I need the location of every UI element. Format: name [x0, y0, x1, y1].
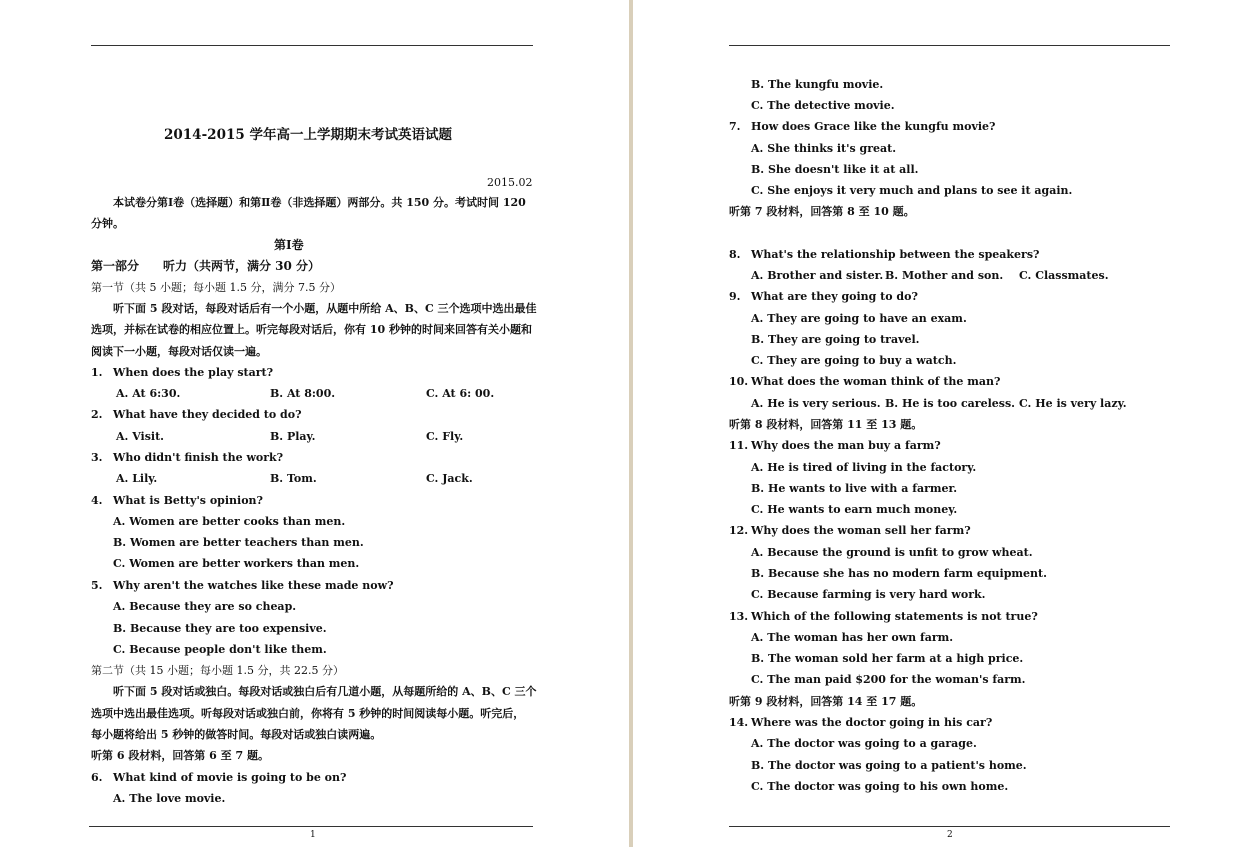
exam-title: 2014-2015 学年高一上学期期末考试英语试题	[164, 127, 452, 143]
question-text: Why does the man buy a farm?	[751, 439, 941, 452]
intro-line-2: 分钟。	[91, 217, 124, 230]
option-c: C. Jack.	[426, 472, 473, 485]
option-a: A. He is tired of living in the factory.	[751, 461, 977, 474]
option-a: A. He is very serious.	[751, 397, 881, 410]
question-number: 3.	[91, 451, 103, 464]
question-number: 5.	[91, 579, 103, 592]
question-text: What does the woman think of the man?	[751, 375, 1001, 388]
question-text: Why does the woman sell her farm?	[751, 524, 971, 537]
option-c: C. They are going to buy a watch.	[751, 354, 957, 367]
question-number: 11.	[729, 439, 749, 452]
option-c: C. Because farming is very hard work.	[751, 588, 986, 601]
section2-instructions-1: 听下面 5 段对话或独白。每段对话或独白后有几道小题，从每题所给的 A、B、C 三个	[113, 685, 537, 698]
question-text: Which of the following statements is not true?	[751, 610, 1038, 623]
option-b: B. Tom.	[270, 472, 317, 485]
header-rule	[91, 45, 533, 46]
question-number: 6.	[91, 771, 103, 784]
option-a: A. Brother and sister.	[751, 269, 884, 282]
option-a: A. Visit.	[116, 430, 164, 443]
document-page-1	[0, 0, 629, 847]
option-a: A. Because the ground is unfit to grow wheat.	[751, 546, 1033, 559]
intro-line-1: 本试卷分第Ⅰ卷（选择题）和第Ⅱ卷（非选择题）两部分。共 150 分。考试时间 120	[113, 196, 526, 209]
question-text: When does the play start?	[113, 366, 274, 379]
page-number: 2	[947, 830, 953, 840]
option-b: B. Because they are too expensive.	[113, 622, 327, 635]
question-number: 13.	[729, 610, 749, 623]
option-c: C. Fly.	[426, 430, 464, 443]
question-number: 2.	[91, 408, 103, 421]
option-a: A. At 6:30.	[116, 387, 181, 400]
option-a: A. The doctor was going to a garage.	[751, 737, 977, 750]
question-number: 14.	[729, 716, 749, 729]
option-b: B. The doctor was going to a patient's home.	[751, 759, 1027, 772]
material-heading: 听第 6 段材料，回答第 6 至 7 题。	[91, 749, 269, 762]
option-b: B. They are going to travel.	[751, 333, 920, 346]
option-c: C. She enjoys it very much and plans to see it again.	[751, 184, 1073, 197]
option-c: C. Classmates.	[1019, 269, 1109, 282]
volume-heading: 第Ⅰ卷	[274, 238, 304, 252]
option-b: B. He is too careless.	[885, 397, 1015, 410]
question-text: Where was the doctor going in his car?	[751, 716, 993, 729]
option-a: A. They are going to have an exam.	[751, 312, 967, 325]
question-text: Why aren't the watches like these made now?	[113, 579, 394, 592]
section1-instructions-2: 选项，并标在试卷的相应位置上。听完每段对话后，你有 10 秒钟的时间来回答有关小题和	[91, 323, 532, 336]
question-text: What's the relationship between the speakers?	[751, 248, 1040, 261]
option-b: B. The woman sold her farm at a high price.	[751, 652, 1024, 665]
question-number: 8.	[729, 248, 741, 261]
option-a: A. Because they are so cheap.	[113, 600, 297, 613]
exam-date: 2015.02	[487, 176, 533, 189]
option-a: A. Lily.	[116, 472, 158, 485]
option-a: A. The woman has her own farm.	[751, 631, 954, 644]
option-b: B. Because she has no modern farm equipment.	[751, 567, 1047, 580]
option-c: C. He wants to earn much money.	[751, 503, 958, 516]
option-c: C. The doctor was going to his own home.	[751, 780, 1009, 793]
question-text: How does Grace like the kungfu movie?	[751, 120, 996, 133]
section1-instructions-3: 阅读下一小题，每段对话仅读一遍。	[91, 345, 267, 358]
question-text: Who didn't finish the work?	[113, 451, 284, 464]
section2-instructions-2: 选项中选出最佳选项。听每段对话或独白前，你将有 5 秒钟的时间阅读每小题。听完后，	[91, 707, 525, 720]
option-b: B. Women are better teachers than men.	[113, 536, 364, 549]
header-rule	[729, 45, 1170, 46]
material-heading: 听第 7 段材料，回答第 8 至 10 题。	[729, 205, 915, 218]
footer-rule	[89, 826, 533, 827]
question-number: 10.	[729, 375, 749, 388]
option-b: B. The kungfu movie.	[751, 78, 884, 91]
question-number: 4.	[91, 494, 103, 507]
option-a: A. Women are better cooks than men.	[113, 515, 346, 528]
option-b: B. Play.	[270, 430, 316, 443]
option-c: C. Women are better workers than men.	[113, 557, 360, 570]
question-number: 7.	[729, 120, 741, 133]
document-page-2	[633, 0, 1259, 847]
question-number: 9.	[729, 290, 741, 303]
option-c: C. Because people don't like them.	[113, 643, 327, 656]
page-number: 1	[310, 830, 316, 840]
part1-heading: 第一部分 听力（共两节，满分 30 分）	[91, 259, 321, 273]
option-c: C. The man paid $200 for the woman's farm.	[751, 673, 1026, 686]
option-b: B. She doesn't like it at all.	[751, 163, 919, 176]
section1-heading: 第一节（共 5 小题；每小题 1.5 分，满分 7.5 分）	[91, 281, 341, 294]
option-b: B. He wants to live with a farmer.	[751, 482, 958, 495]
option-b: B. At 8:00.	[270, 387, 336, 400]
section1-instructions-1: 听下面 5 段对话，每段对话后有一个小题，从题中所给 A、B、C 三个选项中选出最佳	[113, 302, 537, 315]
option-b: B. Mother and son.	[885, 269, 1004, 282]
question-text: What have they decided to do?	[113, 408, 302, 421]
option-c: C. The detective movie.	[751, 99, 895, 112]
question-text: What is Betty's opinion?	[113, 494, 263, 507]
section2-heading: 第二节（共 15 小题；每小题 1.5 分，共 22.5 分）	[91, 664, 344, 677]
option-c: C. At 6: 00.	[426, 387, 495, 400]
material-heading: 听第 8 段材料，回答第 11 至 13 题。	[729, 418, 923, 431]
material-heading: 听第 9 段材料，回答第 14 至 17 题。	[729, 695, 923, 708]
question-text: What kind of movie is going to be on?	[113, 771, 347, 784]
question-text: What are they going to do?	[751, 290, 918, 303]
question-number: 1.	[91, 366, 103, 379]
option-a: A. She thinks it's great.	[751, 142, 897, 155]
footer-rule	[729, 826, 1170, 827]
option-c: C. He is very lazy.	[1019, 397, 1127, 410]
section2-instructions-3: 每小题将给出 5 秒钟的做答时间。每段对话或独白读两遍。	[91, 728, 382, 741]
question-number: 12.	[729, 524, 749, 537]
option-a: A. The love movie.	[113, 792, 226, 805]
